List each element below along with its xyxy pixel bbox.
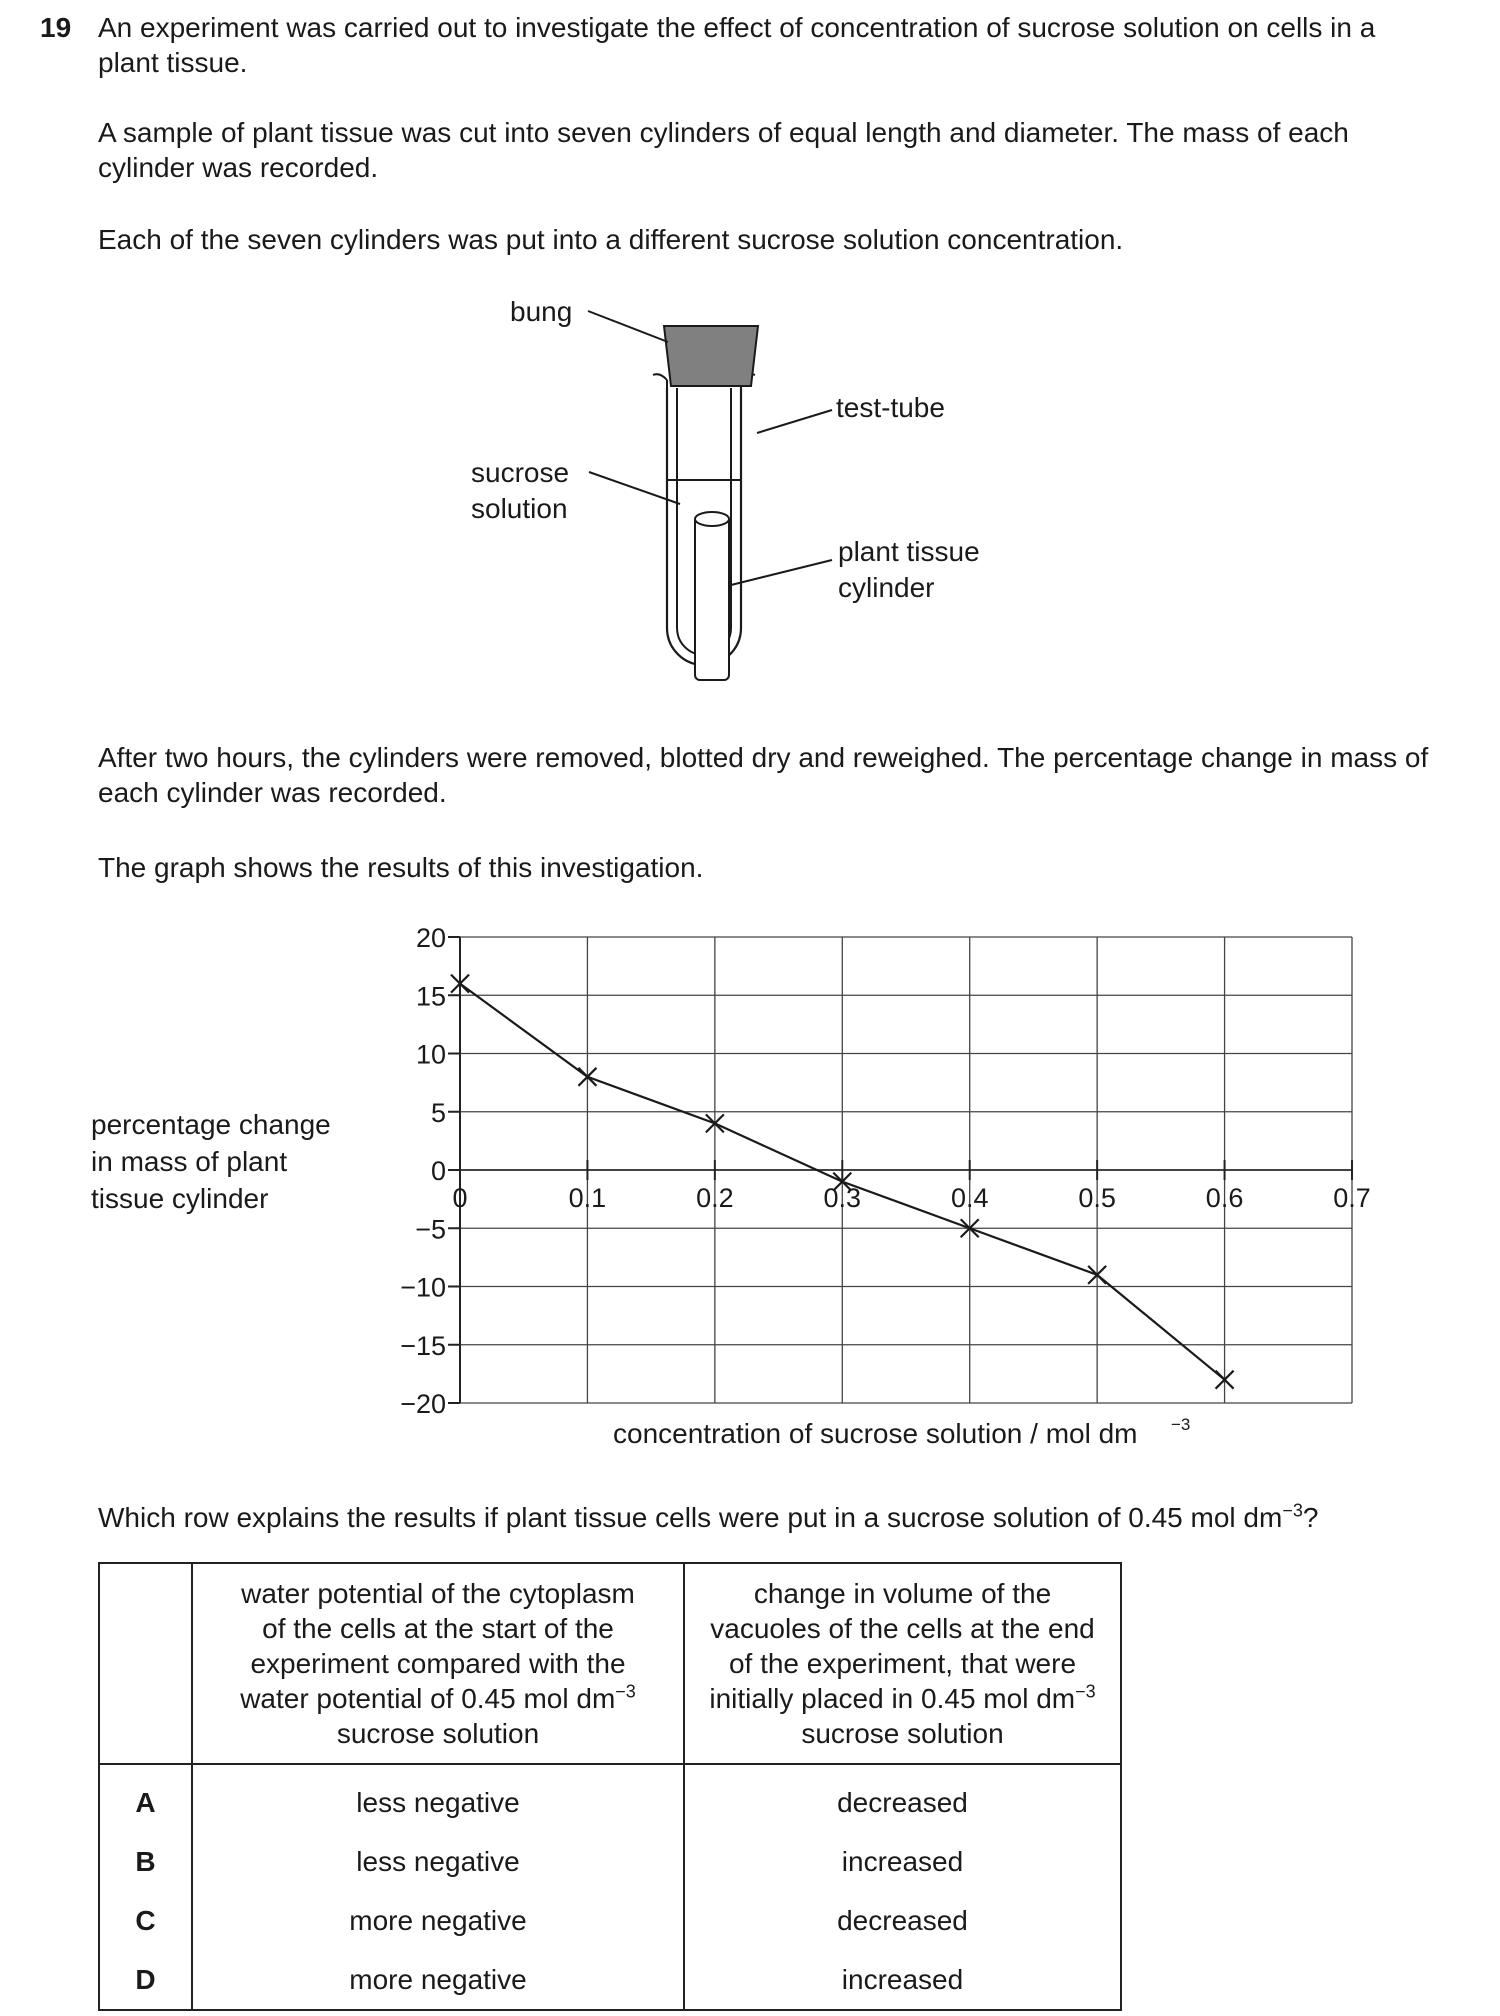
head2-line1: change in volume of the <box>753 1578 1052 1609</box>
test-tube-diagram <box>0 280 1500 720</box>
table-header-blank <box>99 1563 192 1764</box>
head2-line3: of the experiment, that were <box>728 1648 1077 1679</box>
table-row-d[interactable] <box>99 1950 1121 2010</box>
results-chart <box>0 900 1500 1475</box>
question-prompt-sup: −3 <box>1282 1500 1303 1521</box>
paragraph-cylinders: Each of the seven cylinders was put into a different sucrose solution concentration. <box>98 224 1124 255</box>
head2-line4-text: initially placed in 0.45 mol dm <box>709 1683 1076 1714</box>
y-tick-label: 15 <box>415 981 446 1012</box>
y-tick-label: 20 <box>415 923 446 953</box>
y-axis-label-line: tissue cylinder <box>91 1183 269 1214</box>
head1-line3: experiment compared with the <box>250 1648 626 1679</box>
head2-line5: sucrose solution <box>801 1718 1004 1749</box>
y-tick-label: 0 <box>430 1156 446 1186</box>
x-tick-label: 0.6 <box>1205 1183 1244 1213</box>
x-tick-label: 0.4 <box>950 1183 989 1213</box>
cylinder-label-line1: plant tissue <box>838 536 980 567</box>
row-col1: less negative <box>192 1764 684 1832</box>
head2-line2: vacuoles of the cells at the end <box>710 1613 1095 1644</box>
bung-label: bung <box>510 296 573 327</box>
head1-line4-text: water potential of 0.45 mol dm <box>240 1683 616 1714</box>
table-header-col2 <box>684 1563 1121 1764</box>
y-tick-label: 5 <box>430 1097 446 1128</box>
question-intro: An experiment was carried out to investigate the effect of concentration of sucrose solution on cells in a plant tissue. <box>98 12 1376 78</box>
option-letter: C <box>99 1891 192 1950</box>
x-tick-label: 0.7 <box>1333 1183 1371 1213</box>
head1-line2: of the cells at the start of the <box>262 1613 614 1644</box>
y-tick-label: −10 <box>400 1272 446 1303</box>
cylinder-label-line2: cylinder <box>838 572 935 603</box>
question-prompt <box>98 1500 1498 1535</box>
row-col1: more negative <box>192 1950 684 2010</box>
x-tick-label: 0.3 <box>823 1183 862 1213</box>
table-header-col1 <box>192 1563 684 1764</box>
option-letter: A <box>99 1764 192 1832</box>
paragraph-graph-intro: The graph shows the results of this investigation. <box>98 852 704 883</box>
sucrose-label-line1: sucrose <box>471 457 570 488</box>
row-col2: decreased <box>684 1891 1121 1950</box>
head1-line1: water potential of the cytoplasm <box>241 1578 635 1609</box>
head2-sup: −3 <box>1075 1681 1096 1702</box>
option-letter: B <box>99 1832 192 1891</box>
option-letter: D <box>99 1950 192 2010</box>
row-col2: increased <box>684 1950 1121 2010</box>
table-row-c[interactable] <box>99 1891 1121 1950</box>
y-tick-label: −5 <box>415 1214 446 1245</box>
row-col1: less negative <box>192 1832 684 1891</box>
row-col2: decreased <box>684 1764 1121 1832</box>
question-number: 19 <box>40 12 72 43</box>
table-row-b[interactable] <box>99 1832 1121 1891</box>
paragraph-reweighed: After two hours, the cylinders were removed, blotted dry and reweighed. The percentage change in mass of each cylinder was recorded. <box>98 742 1429 808</box>
question-prompt-text: Which row explains the results if plant tissue cells were put in a sucrose solution of 0.45 mol dm <box>98 1502 1283 1533</box>
paragraph-sample: A sample of plant tissue was cut into seven cylinders of equal length and diameter. The mass of each cylinder was recorded. <box>98 117 1349 183</box>
answer-table <box>98 1562 1122 2011</box>
table-header-row <box>99 1563 1121 1764</box>
y-tick-label: −20 <box>400 1389 446 1419</box>
sucrose-label-line2: solution <box>471 493 568 524</box>
table-row-a[interactable] <box>99 1764 1121 1832</box>
x-tick-label: 0 <box>452 1183 468 1213</box>
head2-line4 <box>693 1681 1112 1716</box>
head1-line5: sucrose solution <box>336 1718 540 1749</box>
test-tube-label: test-tube <box>836 392 945 423</box>
y-axis-label-line: percentage change <box>91 1109 331 1140</box>
head1-sup: −3 <box>615 1681 636 1702</box>
x-tick-label: 0.5 <box>1078 1183 1116 1213</box>
row-col2: increased <box>684 1832 1121 1891</box>
question-prompt-end: ? <box>1302 1502 1319 1533</box>
y-axis-label-line: in mass of plant <box>91 1146 288 1177</box>
y-tick-label: 10 <box>415 1039 446 1070</box>
x-tick-label: 0.2 <box>696 1183 734 1213</box>
y-tick-label: −15 <box>400 1330 446 1361</box>
x-axis-label: concentration of sucrose solution / mol dm <box>613 1418 1138 1449</box>
x-axis-label-sup: −3 <box>1171 1415 1191 1434</box>
head1-line4 <box>201 1681 675 1716</box>
x-tick-label: 0.1 <box>568 1183 607 1213</box>
row-col1: more negative <box>192 1891 684 1950</box>
